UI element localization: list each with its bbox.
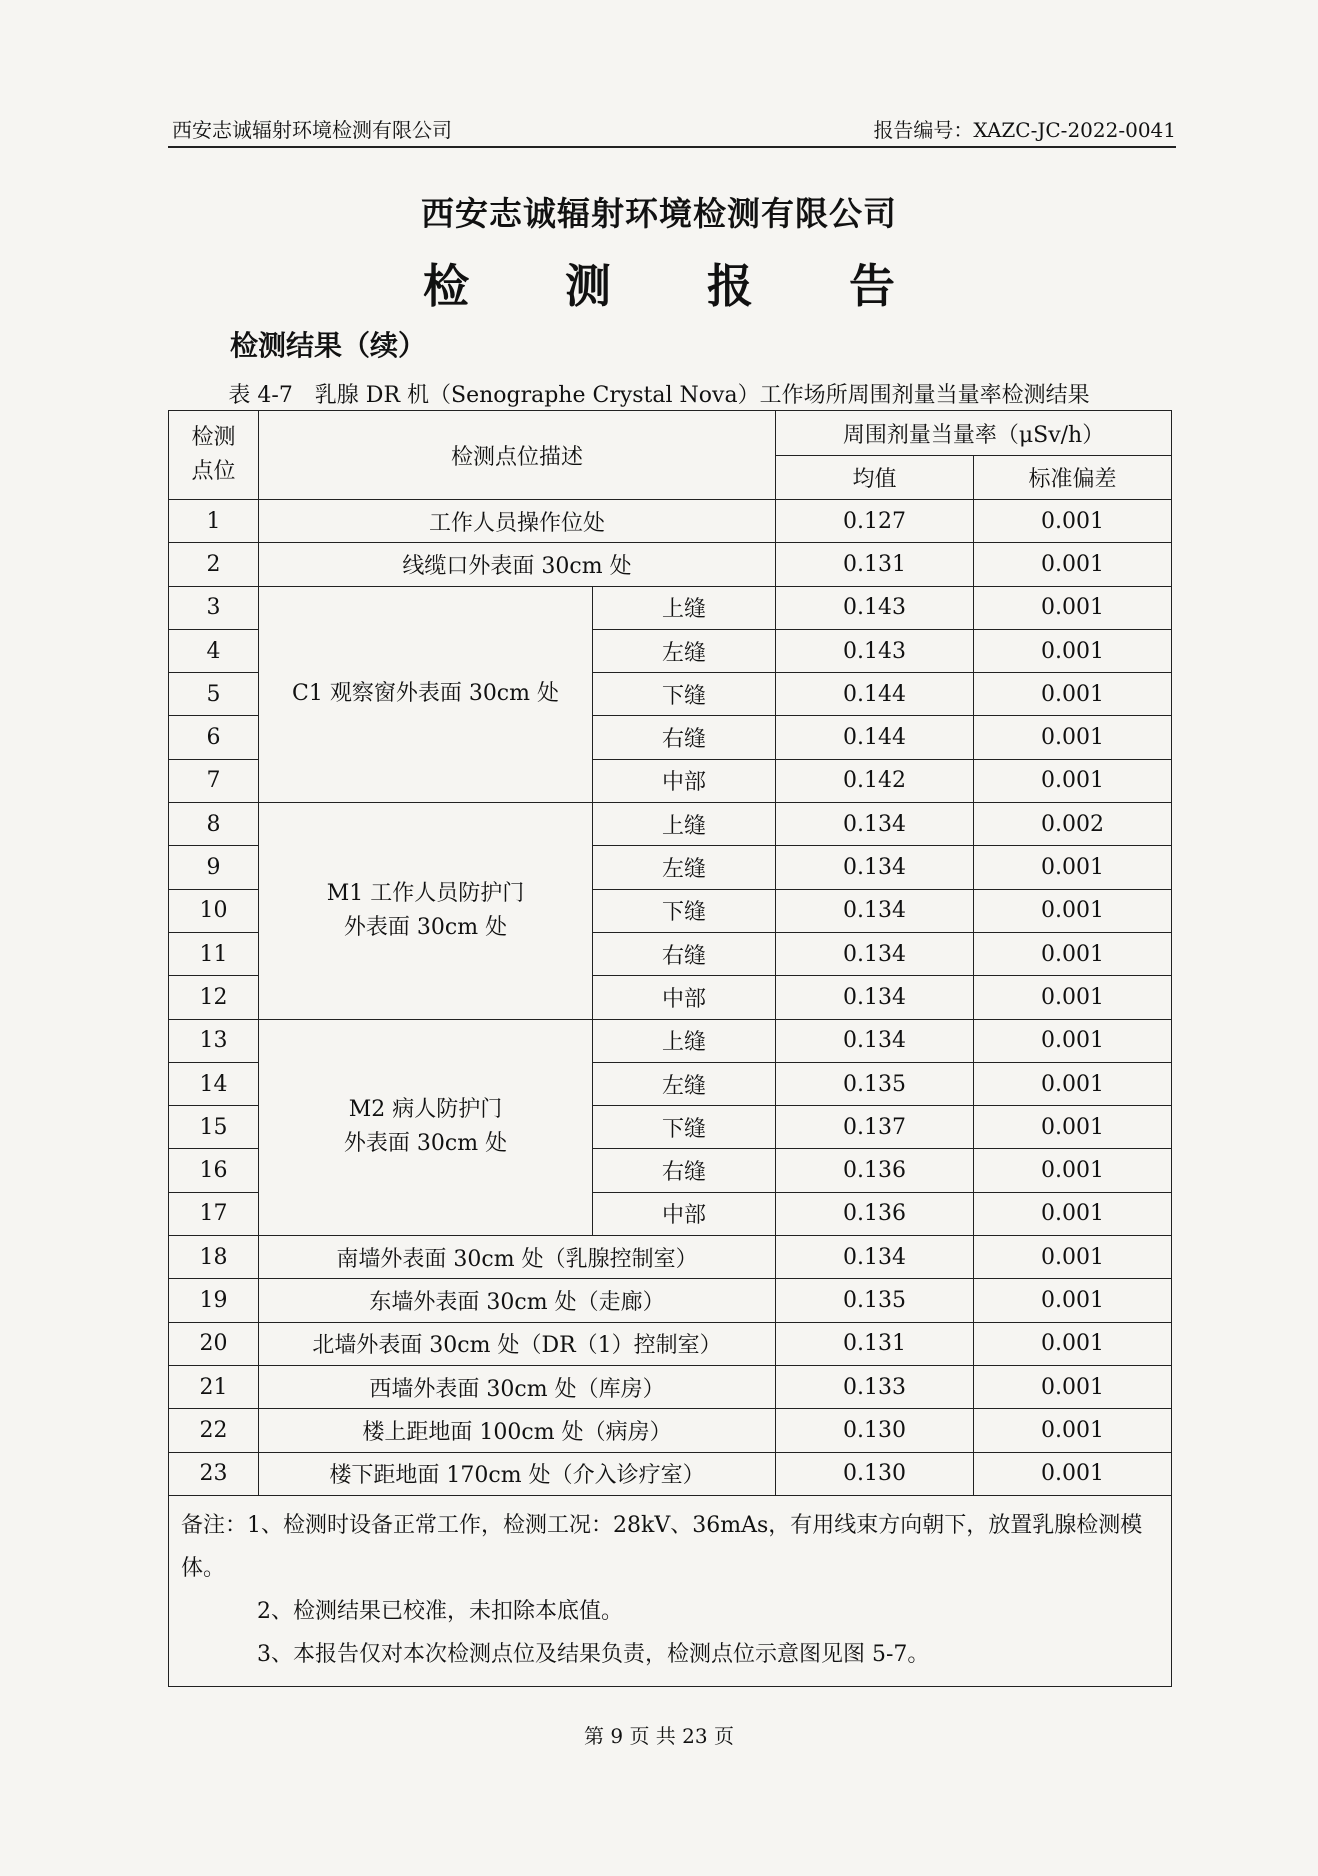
document-title: 检 测 报 告 xyxy=(422,259,936,313)
cell-point-number: 7 xyxy=(169,759,259,802)
table-row xyxy=(169,543,1172,586)
header-description: 检测点位描述 xyxy=(259,411,776,500)
company-title: 西安志诚辐射环境检测有限公司 xyxy=(421,194,897,233)
cell-point-number: 11 xyxy=(169,932,259,975)
table-row xyxy=(169,1365,1172,1408)
note-2: 2、检测结果已校准，未扣除本底值。 xyxy=(257,1598,623,1624)
table-row xyxy=(169,500,1172,543)
cell-std: 0.001 xyxy=(974,1106,1172,1149)
cell-description: 楼下距地面 170cm 处（介入诊疗室） xyxy=(259,1452,776,1495)
cell-description: C1 观察窗外表面 30cm 处 xyxy=(259,586,593,802)
cell-mean: 0.134 xyxy=(776,803,974,846)
cell-point-number: 10 xyxy=(169,889,259,932)
header-report-number: 报告编号：XAZC-JC-2022-0041 xyxy=(873,118,1176,142)
cell-description: 线缆口外表面 30cm 处 xyxy=(259,543,776,586)
cell-mean: 0.133 xyxy=(776,1365,974,1408)
cell-std: 0.001 xyxy=(974,1019,1172,1062)
cell-sub-position: 上缝 xyxy=(593,803,776,846)
cell-point-number: 16 xyxy=(169,1149,259,1192)
cell-std: 0.001 xyxy=(974,673,1172,716)
cell-description: 工作人员操作位处 xyxy=(259,500,776,543)
cell-mean: 0.134 xyxy=(776,1019,974,1062)
cell-point-number: 4 xyxy=(169,629,259,672)
cell-mean: 0.134 xyxy=(776,889,974,932)
cell-std: 0.002 xyxy=(974,803,1172,846)
cell-mean: 0.135 xyxy=(776,1062,974,1105)
cell-std: 0.001 xyxy=(974,1279,1172,1322)
cell-sub-position: 右缝 xyxy=(593,716,776,759)
cell-std: 0.001 xyxy=(974,1062,1172,1105)
cell-sub-position: 左缝 xyxy=(593,846,776,889)
cell-std: 0.001 xyxy=(974,1192,1172,1235)
table-row xyxy=(169,1322,1172,1365)
cell-mean: 0.143 xyxy=(776,586,974,629)
cell-std: 0.001 xyxy=(974,1452,1172,1495)
cell-mean: 0.144 xyxy=(776,716,974,759)
cell-point-number: 21 xyxy=(169,1365,259,1408)
cell-point-number: 18 xyxy=(169,1236,259,1279)
cell-std: 0.001 xyxy=(974,759,1172,802)
cell-mean: 0.130 xyxy=(776,1409,974,1452)
results-body xyxy=(169,500,1172,1496)
cell-std: 0.001 xyxy=(974,976,1172,1019)
cell-std: 0.001 xyxy=(974,543,1172,586)
cell-mean: 0.131 xyxy=(776,1322,974,1365)
cell-mean: 0.127 xyxy=(776,500,974,543)
cell-point-number: 2 xyxy=(169,543,259,586)
page-footer: 第 9 页 共 23 页 xyxy=(584,1724,734,1748)
cell-std: 0.001 xyxy=(974,889,1172,932)
cell-mean: 0.134 xyxy=(776,1236,974,1279)
notes-cell xyxy=(169,1495,1172,1686)
results-table xyxy=(168,410,1172,1687)
cell-mean: 0.136 xyxy=(776,1192,974,1235)
cell-point-number: 6 xyxy=(169,716,259,759)
cell-sub-position: 上缝 xyxy=(593,586,776,629)
cell-point-number: 9 xyxy=(169,846,259,889)
cell-point-number: 5 xyxy=(169,673,259,716)
cell-std: 0.001 xyxy=(974,629,1172,672)
cell-mean: 0.144 xyxy=(776,673,974,716)
cell-point-number: 20 xyxy=(169,1322,259,1365)
cell-description: M1 工作人员防护门 外表面 30cm 处 xyxy=(259,803,593,1019)
cell-point-number: 15 xyxy=(169,1106,259,1149)
cell-std: 0.001 xyxy=(974,932,1172,975)
cell-point-number: 3 xyxy=(169,586,259,629)
cell-mean: 0.134 xyxy=(776,932,974,975)
cell-mean: 0.130 xyxy=(776,1452,974,1495)
cell-mean: 0.143 xyxy=(776,629,974,672)
cell-point-number: 19 xyxy=(169,1279,259,1322)
cell-mean: 0.131 xyxy=(776,543,974,586)
table-row xyxy=(169,803,1172,846)
cell-description: 北墙外表面 30cm 处（DR（1）控制室） xyxy=(259,1322,776,1365)
cell-mean: 0.142 xyxy=(776,759,974,802)
cell-description: 西墙外表面 30cm 处（库房） xyxy=(259,1365,776,1408)
cell-mean: 0.137 xyxy=(776,1106,974,1149)
cell-std: 0.001 xyxy=(974,1409,1172,1452)
header-point: 检测 点位 xyxy=(169,411,259,500)
table-caption: 表 4-7 乳腺 DR 机（Senographe Crystal Nova）工作场所周围剂量当量率检测结果 xyxy=(228,383,1090,408)
cell-description: 楼上距地面 100cm 处（病房） xyxy=(259,1409,776,1452)
cell-point-number: 1 xyxy=(169,500,259,543)
table-row xyxy=(169,1452,1172,1495)
cell-mean: 0.136 xyxy=(776,1149,974,1192)
cell-std: 0.001 xyxy=(974,1149,1172,1192)
note-1: 备注：1、检测时设备正常工作，检测工况：28kV、36mAs，有用线束方向朝下，放置乳腺检测模体。 xyxy=(181,1512,1143,1581)
cell-std: 0.001 xyxy=(974,500,1172,543)
cell-description: M2 病人防护门 外表面 30cm 处 xyxy=(259,1019,593,1235)
table-row xyxy=(169,1409,1172,1452)
note-3: 3、本报告仅对本次检测点位及结果负责，检测点位示意图见图 5-7。 xyxy=(257,1641,930,1667)
cell-std: 0.001 xyxy=(974,586,1172,629)
cell-point-number: 22 xyxy=(169,1409,259,1452)
cell-description: 东墙外表面 30cm 处（走廊） xyxy=(259,1279,776,1322)
header-mean: 均值 xyxy=(776,456,974,500)
table-row xyxy=(169,586,1172,629)
section-title: 检测结果（续） xyxy=(230,329,427,362)
cell-sub-position: 下缝 xyxy=(593,889,776,932)
cell-sub-position: 中部 xyxy=(593,1192,776,1235)
cell-sub-position: 下缝 xyxy=(593,1106,776,1149)
table-row xyxy=(169,1236,1172,1279)
page-header xyxy=(168,108,1176,148)
cell-mean: 0.134 xyxy=(776,976,974,1019)
cell-sub-position: 中部 xyxy=(593,759,776,802)
cell-sub-position: 左缝 xyxy=(593,629,776,672)
table-row xyxy=(169,1279,1172,1322)
cell-point-number: 23 xyxy=(169,1452,259,1495)
header-dose-rate: 周围剂量当量率（μSv/h） xyxy=(776,411,1172,456)
cell-point-number: 17 xyxy=(169,1192,259,1235)
cell-std: 0.001 xyxy=(974,716,1172,759)
cell-sub-position: 左缝 xyxy=(593,1062,776,1105)
cell-sub-position: 中部 xyxy=(593,976,776,1019)
cell-sub-position: 上缝 xyxy=(593,1019,776,1062)
cell-mean: 0.134 xyxy=(776,846,974,889)
header-company: 西安志诚辐射环境检测有限公司 xyxy=(172,118,452,142)
cell-point-number: 12 xyxy=(169,976,259,1019)
cell-description: 南墙外表面 30cm 处（乳腺控制室） xyxy=(259,1236,776,1279)
header-std: 标准偏差 xyxy=(974,456,1172,500)
cell-std: 0.001 xyxy=(974,846,1172,889)
cell-std: 0.001 xyxy=(974,1365,1172,1408)
cell-sub-position: 右缝 xyxy=(593,932,776,975)
table-row xyxy=(169,1019,1172,1062)
cell-sub-position: 右缝 xyxy=(593,1149,776,1192)
cell-std: 0.001 xyxy=(974,1236,1172,1279)
cell-point-number: 14 xyxy=(169,1062,259,1105)
cell-point-number: 8 xyxy=(169,803,259,846)
cell-mean: 0.135 xyxy=(776,1279,974,1322)
cell-sub-position: 下缝 xyxy=(593,673,776,716)
cell-point-number: 13 xyxy=(169,1019,259,1062)
cell-std: 0.001 xyxy=(974,1322,1172,1365)
